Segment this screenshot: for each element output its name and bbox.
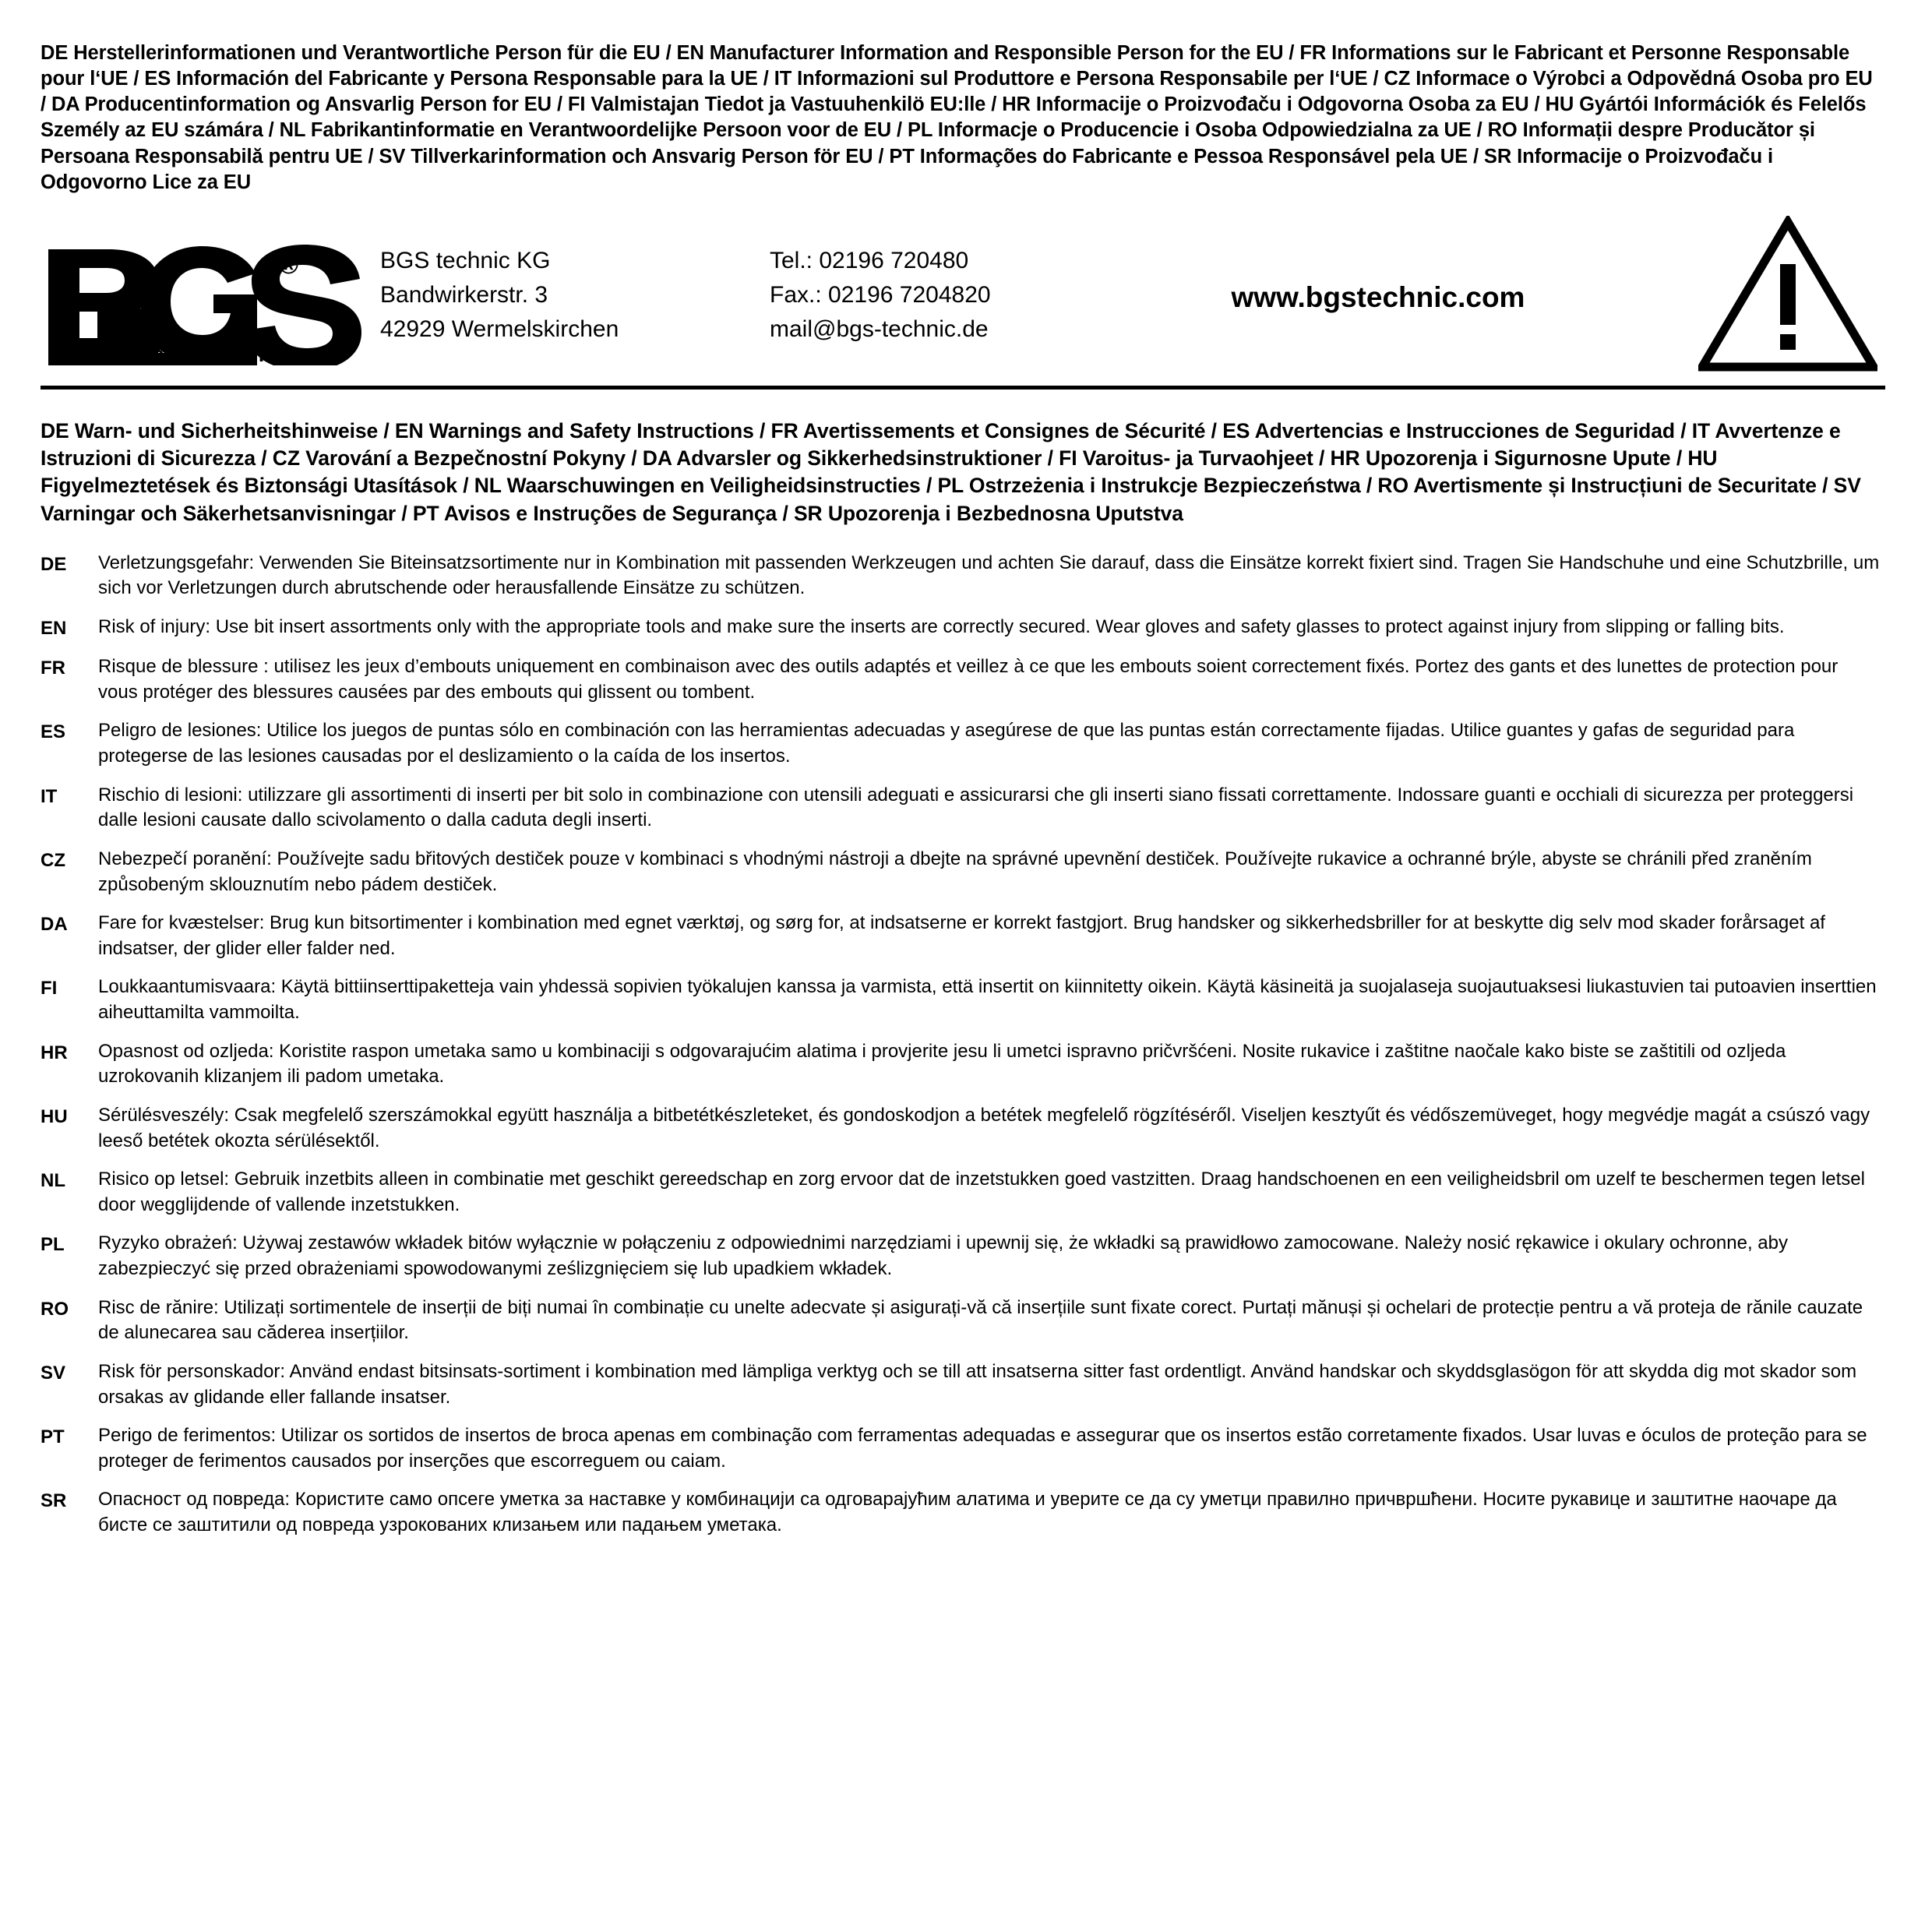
warning-text: Peligro de lesiones: Utilice los juegos de puntas sólo en combinación con las herramientas adecuadas y asegúrese de que las puntas están correctamente fijadas. Utilice guantes y gafas de seguridad para protegerse de las lesiones causadas por el deslizamiento o la caída de los insertos. [98,720,1795,767]
list-item [41,1487,1885,1538]
warning-text: Opasnost od ozljeda: Koristite raspon umetaka samo u kombinaciji s odgovarajućim alatima i provjerite jesu li umetci ispravno pričvršćeni. Nosite rukavice i zaštitne naočale kako biste se zaštitili od ozljeda uzrokovanih klizanjem ili padom umetaka. [98,1040,1786,1088]
list-item [41,847,1885,897]
warnings-list [41,551,1885,1539]
language-code: ES [41,721,66,743]
list-item [41,1231,1885,1282]
language-code: RO [41,1298,69,1320]
language-code: DE [41,553,67,575]
language-code: SV [41,1362,66,1384]
warnings-heading: DE Warn- und Sicherheitshinweise / EN Warnings and Safety Instructions / FR Avertissements et Consignes de Sécurité / ES Advertencias e Instrucciones de Seguridad / IT Avvertenze e Istruzioni di Sicurezza / CZ Varování a Bezpečnostní Pokyny / DA Advarsler og Sikkerhedsinstruktioner / FI Varoitus- ja Turvaohjeet / HR Upozorenja i Sigurnosne Upute / HU Figyelmeztetések és Biztonsági Utasítások / NL Waarschuwingen en Veiligheidsinstructies / PL Ostrzeżenia i Instrukcje Bezpieczeństwa / RO Avertismente și Instrucțiuni de Securitate / SV Varningar och Säkerhetsanvisningar / PT Avisos e Instruções de Segurança / SR Upozorenja i Bezbednosna Uputstva [41,418,1861,525]
list-item [41,1296,1885,1346]
warning-triangle-icon [1683,216,1885,372]
bgs-logo-registered: ® [279,250,299,280]
list-item [41,615,1885,641]
warning-text: Risico op letsel: Gebruik inzetbits alleen in combinatie met geschikt gereedschap en zorg ervoor dat de inzetstukken goed vastzitten. Draag handschoenen en een veiligheidsbril om uzelf te beschermen tegen letsel door wegglijdende of vallende inzetstukken. [98,1169,1865,1215]
language-code: PL [41,1234,65,1256]
list-item [41,1103,1885,1154]
language-code: PT [41,1426,65,1448]
manufacturer-address [380,241,770,346]
list-item [41,1423,1885,1474]
company-city: 42929 Wermelskirchen [380,316,619,342]
bgs-logo-subtext: t e c h n i c [131,342,294,367]
manufacturer-block [41,216,1885,390]
language-code: FI [41,978,58,999]
language-code: DA [41,914,68,936]
warning-text: Ryzyko obrażeń: Używaj zestawów wkładek bitów wyłącznie w połączeniu z odpowiednimi narzędziami i upewnij się, że wkładki są prawidłowo zamocowane. Należy nosić rękawice i okulary ochronne, aby zabezpieczyć się przed obrażeniami spowodowanymi ześlizgnięciem się lub upadkiem wkładek. [98,1232,1788,1280]
list-item [41,1167,1885,1218]
language-code: NL [41,1170,65,1192]
list-item [41,654,1885,705]
bgs-logo [41,245,380,367]
warning-text: Sérülésveszély: Csak megfelelő szerszámokkal együtt használja a bitbetétkészleteket, és gondoskodjon a betétek megfelelő rögzítéséről. Viseljen kesztyűt és védőszemüveget, hogy megvédje magát a csúszó vagy leeső betétek okozta sérülésektől. [98,1104,1870,1151]
warning-text: Perigo de ferimentos: Utilizar os sortidos de insertos de broca apenas em combinação com ferramentas adequadas e assegurar que os insertos estão corretamente fixados. Usar luvas e óculos de proteção para se proteger de ferimentos causados por inserções que escorreguem ou caiam. [98,1425,1867,1472]
language-code: CZ [41,849,65,871]
warning-text: Fare for kvæstelser: Brug kun bitsortimenter i kombination med egnet værktøj, og sørg for, at indsatserne er korrekt fastgjort. Brug handsker og sikkerhedsbriller for at beskytte dig selv mod skader forårsaget af indsatser, der glider eller falder ned. [98,912,1825,959]
language-code: FR [41,658,65,679]
company-street: Bandwirkerstr. 3 [380,281,548,308]
list-item [41,718,1885,769]
language-code: HU [41,1105,68,1127]
contact-tel: Tel.: 02196 720480 [770,248,969,274]
manufacturer-info-heading: DE Herstellerinformationen und Verantwortliche Person für die EU / EN Manufacturer Information and Responsible Person for the EU / FR Informations sur le Fabricant et Personne Responsable pour l‘UE / ES Información del Fabricante y Persona Responsable para la UE / IT Informazioni sul Produttore e Persona Responsabile per l‘UE / CZ Informace o Výrobci a Odpovědná Osoba pro EU / DA Producentinformation og Ansvarlig Person for EU / FI Valmistajan Tiedot ja Vastuuhenkilö EU:lle / HR Informacije o Proizvođaču i Odgovorna Osoba za EU / HU Gyártói Információk és Felelős Személy az EU számára / NL Fabrikantinformatie en Verantwoordelijke Persoon voor de EU / PL Informacje o Producencie i Osoba Odpowiedzialna za UE / RO Informații despre Producător și Persoana Responsabilă pentru UE / SV Tillverkarinformation och Ansvarig Person för EU / PT Informações do Fabricante e Pessoa Responsável pela UE / SR Informacije o Proizvođaču i Odgovorno Lice za EU [41,42,1873,193]
list-item [41,975,1885,1025]
warning-text: Loukkaantumisvaara: Käytä bittiinserttipaketteja vain yhdessä sopivien työkalujen kanssa ja varmista, että insertit on kiinnitetty oikein. Käytä käsineitä ja suojalaseja suojautuaksesi liukastuvien tai putoavien inserttien aiheuttamilta vammoilta. [98,976,1877,1024]
list-item [41,551,1885,601]
warning-text: Rischio di lesioni: utilizzare gli assortimenti di inserti per bit solo in combinazione con utensili adeguati e assicurarsi che gli inserti siano fissati correttamente. Indossare guanti e occhiali di sicurezza per proteggersi dalle lesioni causate dallo scivolamento o dalla caduta degli inserti. [98,784,1854,831]
list-item [41,911,1885,961]
warning-text: Risc de rănire: Utilizați sortimentele de inserții de biți numai în combinație cu unelte adecvate și asigurați-vă că inserțiile sunt fixate corect. Purtați mănuși și ochelari de protecție pentru a vă proteja de rănile cauzate de alunecarea sau căderea inserțiilor. [98,1296,1863,1344]
language-code: IT [41,785,58,807]
warning-triangle-svg [1698,216,1877,372]
contact-mail[interactable]: mail@bgs-technic.de [770,316,989,342]
warning-text: Verletzungsgefahr: Verwenden Sie Biteinsatzsortimente nur in Kombination mit passenden Werkzeugen und achten Sie darauf, dass die Einsätze korrekt fixiert sind. Tragen Sie Handschuhe und eine Schutzbrille, um sich vor Verletzungen durch abrutschende oder herausfallende Einsätze zu schützen. [98,552,1880,599]
list-item [41,1359,1885,1410]
warning-text: Risque de blessure : utilisez les jeux d’embouts uniquement en combinaison avec des outils adaptés et veillez à ce que les embouts soient correctement fixés. Portez des gants et des lunettes de protection pour vous protéger des blessures causées par des embouts qui glissent ou tombent. [98,656,1839,703]
warning-text: Risk of injury: Use bit insert assortments only with the appropriate tools and make sure the inserts are correctly secured. Wear gloves and safety glasses to protect against injury from slipping or falling bits. [98,616,1785,638]
list-item [41,1039,1885,1090]
company-name: BGS technic KG [380,248,551,274]
language-code: SR [41,1490,67,1512]
website-link[interactable]: www.bgstechnic.com [1231,280,1525,313]
warning-text: Nebezpečí poranění: Používejte sadu břitových destiček pouze v kombinaci s vhodnými nástroji a dbejte na správné upevnění destiček. Používejte rukavice a ochranné brýle, abyste se chránili před zraněním způsobeným sklouznutím nebo pádem destiček. [98,848,1812,895]
manufacturer-contact [770,241,1105,346]
language-code: EN [41,618,67,640]
contact-fax: Fax.: 02196 7204820 [770,281,991,308]
list-item [41,783,1885,834]
warning-text: Опасност од повреда: Користите само опсеге уметка за наставке у комбинацији са одговарајућим алатима и уверите се да су уметци правилно причвршћени. Носите рукавице и заштитне наочаре да бисте се заштитили од повреда узрокованих клизањем или падањем уметака. [98,1489,1837,1536]
warning-text: Risk för personskador: Använd endast bitsinsats-sortiment i kombination med lämpliga verktyg och se till att insatserna sitter fast ordentligt. Använd handskar och skyddsglasögon för att skydda dig mot skador som orsakas av glidande eller fallande insatser. [98,1360,1857,1408]
language-code: HR [41,1042,68,1063]
